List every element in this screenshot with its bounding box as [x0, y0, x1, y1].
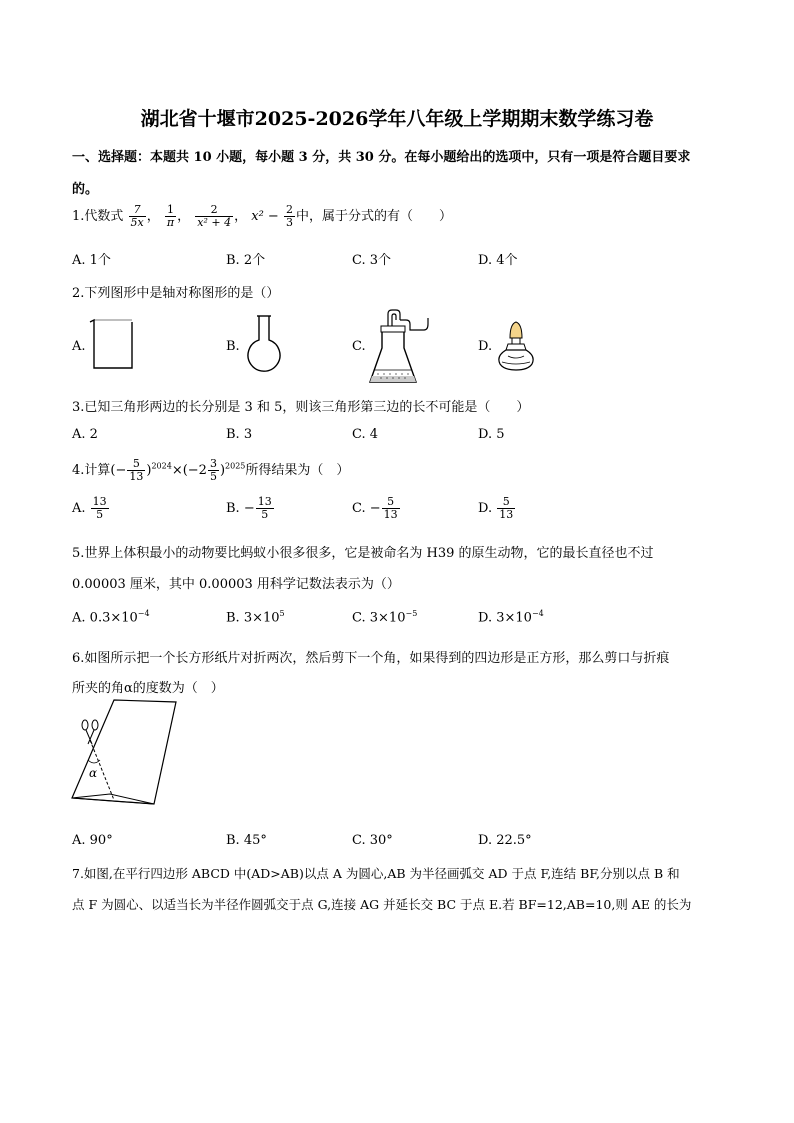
q4-option-a[interactable]: A. $\frac{13}{5}$: [72, 495, 107, 521]
q3-option-c[interactable]: C. 4: [352, 427, 379, 442]
question-2: 2.下列图形中是轴对称图形的是（）: [72, 286, 280, 301]
scissors-icon: [82, 720, 98, 744]
q1-fraction-1: $\frac{7}{5x}$: [130, 203, 144, 229]
q4-option-b[interactable]: B. − $\frac{13}{5}$: [226, 495, 272, 521]
question-1: 1.代数式 $\frac{7}{5x}$ ， $\frac{1}{\pi}$ ， $\frac{2}{\text{x² + 4}}$ ， x² − $\frac{2}{3}$ 中，属于分式的有（ ）: [72, 203, 452, 229]
question-7-line1: 7.如图,在平行四边形 ABCD 中(AD>AB)以点 A 为圆心,AB 为半径画弧交 AD 于点 F,连结 BF,分别以点 B 和: [72, 866, 680, 881]
conical-flask-icon: [366, 308, 432, 386]
beaker-icon: [88, 318, 136, 372]
question-5-line1: 5.世界上体积最小的动物要比蚂蚁小很多很多，它是被命名为 H39 的原生动物，它的最长直径也不过: [72, 546, 654, 561]
q1-option-a[interactable]: A. 1个: [72, 253, 111, 268]
section-header-cont: 的。: [72, 182, 99, 197]
q1-tail: 中，属于分式的有（ ）: [295, 209, 452, 224]
q6-option-d[interactable]: D. 22.5°: [478, 833, 532, 848]
q1-fraction-2: $\frac{1}{\pi}$: [166, 203, 175, 229]
q2-option-d[interactable]: D.: [478, 339, 493, 354]
question-6-line1: 6.如图所示把一个长方形纸片对折两次，然后剪下一个角，如果得到的四边形是正方形，那么剪口与折痕: [72, 651, 670, 666]
q1-option-b[interactable]: B. 2个: [226, 253, 266, 268]
folded-paper-figure: [70, 698, 180, 810]
question-6-line2: 所夹的角α的度数为（ ）: [72, 681, 224, 696]
page-title: 湖北省十堰市2025-2026学年八年级上学期期末数学练习卷: [140, 108, 654, 130]
q3-option-d[interactable]: D. 5: [478, 427, 505, 442]
q1-option-c[interactable]: C. 3个: [352, 253, 392, 268]
q1-number: 1.代数式: [72, 209, 124, 224]
question-5-line2: 0.00003 厘米，其中 0.00003 用科学记数法表示为（）: [72, 577, 400, 592]
section-header: 一、选择题：本题共 10 小题，每小题 3 分，共 30 分。在每小题给出的选项中，只有一项是符合题目要求: [72, 150, 691, 165]
q3-option-b[interactable]: B. 3: [226, 427, 253, 442]
q4-option-c[interactable]: C. − $\frac{5}{13}$: [352, 495, 398, 521]
q5-option-a[interactable]: A. $0.3\times 10^{-4}$: [72, 609, 150, 626]
question-4: 4.计算(− $\frac{5}{13}$ )$^{2024}$×(−2 $\frac{3}{5}$ )$^{2025}$所得结果为（ ）: [72, 457, 350, 483]
q4-option-d[interactable]: D. $\frac{5}{13}$: [478, 495, 514, 521]
alcohol-lamp-icon: [494, 320, 540, 374]
q2-option-c[interactable]: C.: [352, 339, 366, 354]
q1-option-d[interactable]: D. 4个: [478, 253, 518, 268]
q6-option-a[interactable]: A. 90°: [72, 833, 113, 848]
question-3: 3.已知三角形两边的长分别是 3 和 5，则该三角形第三边的长不可能是（ ）: [72, 400, 530, 415]
q1-expression: x² −: [251, 209, 283, 224]
q6-option-c[interactable]: C. 30°: [352, 833, 393, 848]
round-flask-icon: [244, 314, 284, 374]
q1-fraction-3: $\frac{2}{\text{x² + 4}}$: [197, 203, 232, 229]
q3-option-a[interactable]: A. 2: [72, 427, 98, 442]
q2-option-a[interactable]: A.: [72, 339, 86, 354]
q6-option-b[interactable]: B. 45°: [226, 833, 267, 848]
alpha-label: α: [89, 766, 98, 780]
q2-option-b[interactable]: B.: [226, 339, 240, 354]
q5-option-d[interactable]: D. $3\times 10^{-4}$: [478, 609, 544, 626]
q1-fraction-4: $\frac{2}{3}$: [285, 203, 293, 229]
q5-option-b[interactable]: B. $3\times 10^5$: [226, 609, 285, 626]
q5-option-c[interactable]: C. $3\times 10^{-5}$: [352, 609, 418, 626]
question-7-line2: 点 F 为圆心、以适当长为半径作圆弧交于点 G,连接 AG 并延长交 BC 于点 E.若 BF=12,AB=10,则 AE 的长为: [72, 897, 692, 912]
